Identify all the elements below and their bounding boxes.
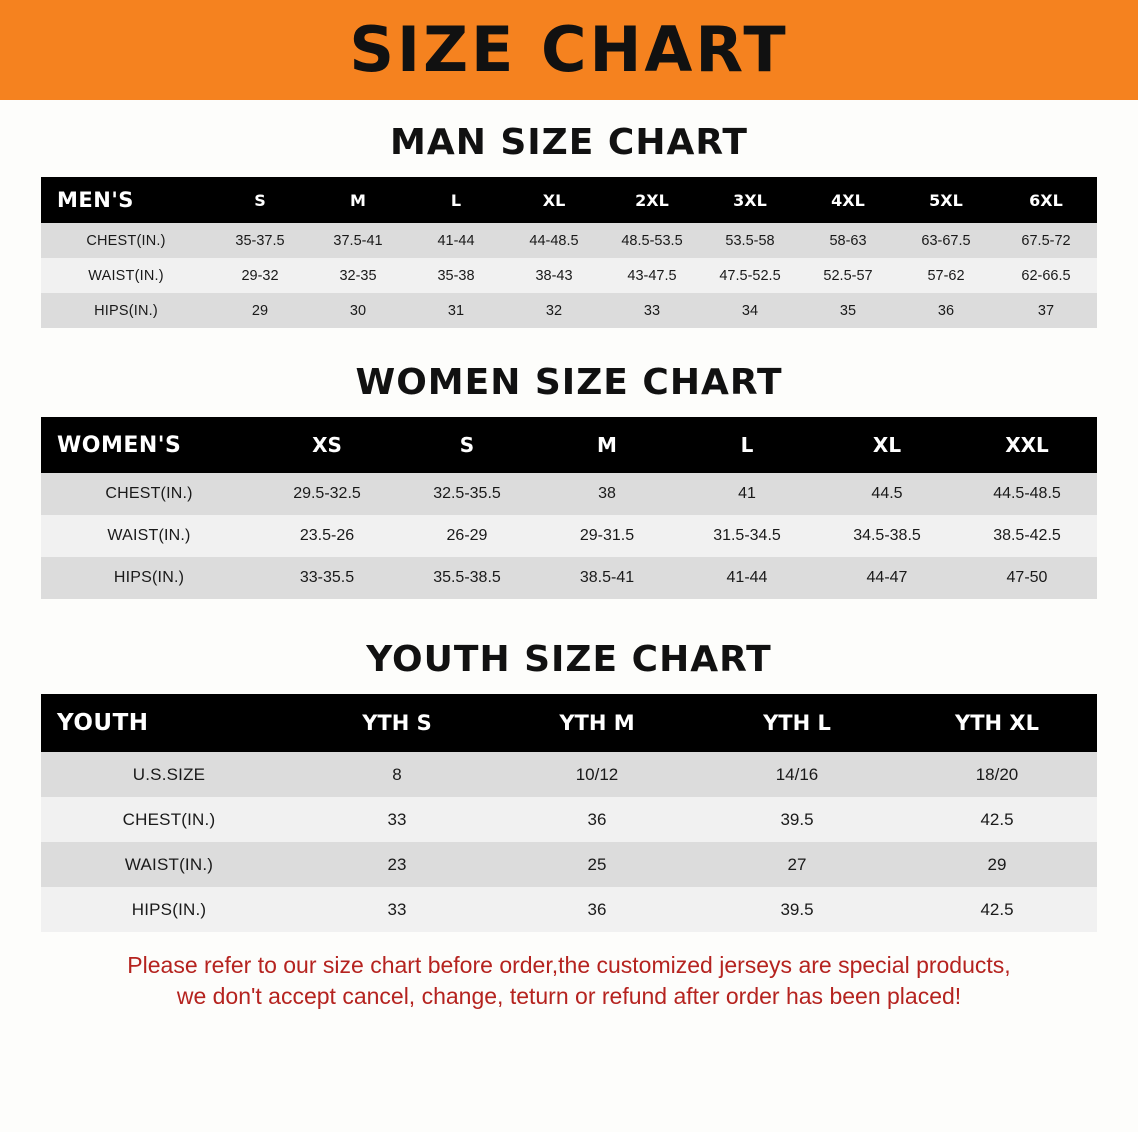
men-header-cell: XL — [542, 190, 566, 210]
table-row — [41, 473, 1097, 515]
youth-table-header-row — [41, 694, 1097, 752]
women-data-cell: 47-50 — [1006, 569, 1048, 586]
men-header-cell: 3XL — [733, 190, 767, 210]
women-row-label: CHEST(IN.) — [105, 485, 193, 502]
women-table-header-row — [41, 417, 1097, 473]
men-data-cell: 34 — [741, 302, 759, 319]
youth-data-cell: 33 — [387, 899, 407, 919]
table-row — [41, 557, 1097, 599]
men-header-cell: 6XL — [1029, 190, 1063, 210]
men-data-cell: 63-67.5 — [921, 232, 971, 249]
men-data-cell: 43-47.5 — [627, 267, 677, 284]
men-data-cell: 32-35 — [339, 267, 377, 284]
women-data-cell: 41-44 — [726, 569, 768, 586]
youth-row-label: U.S.SIZE — [132, 764, 206, 784]
table-row — [41, 752, 1097, 797]
table-row — [41, 797, 1097, 842]
women-data-cell: 38.5-42.5 — [993, 527, 1061, 544]
men-header-cell: S — [254, 190, 266, 210]
youth-data-cell: 36 — [587, 809, 607, 829]
women-header-cell: WOMEN'S — [57, 432, 182, 458]
women-data-cell: 38.5-41 — [579, 569, 635, 586]
youth-data-cell: 23 — [387, 854, 407, 874]
men-data-cell: 36 — [937, 302, 955, 319]
men-row-label: WAIST(IN.) — [88, 267, 164, 284]
men-table-header-row — [41, 177, 1097, 223]
men-header-cell: MEN'S — [57, 188, 134, 212]
men-data-cell: 29-32 — [241, 267, 279, 284]
women-size-table-wrapper — [41, 417, 1097, 599]
men-data-cell: 41-44 — [437, 232, 475, 249]
man-size-table — [41, 177, 1097, 328]
youth-size-table — [41, 694, 1097, 932]
youth-header-cell: YOUTH — [57, 710, 149, 736]
youth-row-label: CHEST(IN.) — [122, 809, 216, 829]
men-data-cell: 30 — [349, 302, 367, 319]
youth-size-table-wrapper — [41, 694, 1097, 932]
women-header-cell: L — [740, 433, 754, 457]
women-section-title: WOMEN SIZE CHART — [355, 362, 783, 403]
women-data-cell: 29.5-32.5 — [293, 485, 361, 502]
youth-data-cell: 42.5 — [980, 899, 1014, 919]
youth-data-cell: 8 — [392, 764, 402, 784]
men-data-cell: 37.5-41 — [333, 232, 383, 249]
men-data-cell: 48.5-53.5 — [621, 232, 683, 249]
women-row-label: HIPS(IN.) — [113, 569, 185, 586]
men-header-cell: M — [350, 190, 366, 210]
women-size-table — [41, 417, 1097, 599]
women-header-cell: XXL — [1005, 433, 1049, 457]
table-row — [41, 842, 1097, 887]
men-data-cell: 29 — [251, 302, 269, 319]
youth-data-cell: 36 — [587, 899, 607, 919]
men-row-label: HIPS(IN.) — [94, 302, 158, 319]
table-row — [41, 515, 1097, 557]
youth-data-cell: 39.5 — [780, 899, 814, 919]
man-section-title: MAN SIZE CHART — [390, 122, 748, 163]
table-row — [41, 258, 1097, 293]
men-header-cell: 2XL — [635, 190, 669, 210]
table-row — [41, 223, 1097, 258]
women-data-cell: 23.5-26 — [299, 527, 355, 544]
men-header-cell: 4XL — [831, 190, 865, 210]
table-row — [41, 293, 1097, 328]
women-data-cell: 33-35.5 — [299, 569, 355, 586]
men-header-cell: 5XL — [929, 190, 963, 210]
men-data-cell: 67.5-72 — [1021, 232, 1071, 249]
youth-data-cell: 27 — [787, 854, 807, 874]
men-data-cell: 58-63 — [829, 232, 867, 249]
women-data-cell: 32.5-35.5 — [433, 485, 501, 502]
men-data-cell: 47.5-52.5 — [719, 267, 781, 284]
disclaimer-note — [40, 950, 1098, 1012]
youth-data-cell: 25 — [587, 854, 607, 874]
women-data-cell: 44.5-48.5 — [993, 485, 1061, 502]
youth-data-cell: 10/12 — [575, 764, 619, 784]
youth-row-label: HIPS(IN.) — [131, 899, 207, 919]
men-data-cell: 53.5-58 — [725, 232, 775, 249]
women-data-cell: 44-47 — [866, 569, 908, 586]
disclaimer-line-2: we don't accept cancel, change, teturn or refund after order has been placed! — [176, 983, 962, 1010]
table-row — [41, 887, 1097, 932]
youth-header-cell: YTH S — [362, 711, 432, 735]
women-header-cell: S — [459, 433, 475, 457]
youth-data-cell: 29 — [987, 854, 1007, 874]
men-row-label: CHEST(IN.) — [86, 232, 166, 249]
women-header-cell: XL — [872, 433, 902, 457]
women-header-cell: M — [597, 433, 617, 457]
youth-header-cell: YTH L — [763, 711, 831, 735]
men-data-cell: 35-37.5 — [235, 232, 285, 249]
women-data-cell: 26-29 — [446, 527, 488, 544]
disclaimer-line-1: Please refer to our size chart before order,the customized jerseys are special products, — [127, 952, 1011, 978]
youth-data-cell: 33 — [387, 809, 407, 829]
men-data-cell: 57-62 — [927, 267, 965, 284]
women-data-cell: 44.5 — [871, 485, 903, 502]
men-data-cell: 62-66.5 — [1021, 267, 1071, 284]
men-data-cell: 44-48.5 — [529, 232, 579, 249]
youth-data-cell: 18/20 — [975, 764, 1019, 784]
men-data-cell: 38-43 — [535, 267, 573, 284]
youth-data-cell: 42.5 — [980, 809, 1014, 829]
women-data-cell: 41 — [738, 485, 756, 502]
man-size-table-wrapper — [41, 177, 1097, 328]
header-banner — [0, 0, 1138, 100]
youth-header-cell: YTH M — [559, 711, 635, 735]
women-header-cell: XS — [312, 433, 342, 457]
women-data-cell: 34.5-38.5 — [853, 527, 921, 544]
women-row-label: WAIST(IN.) — [107, 527, 191, 544]
men-data-cell: 35 — [839, 302, 857, 319]
men-data-cell: 37 — [1037, 302, 1055, 319]
youth-data-cell: 14/16 — [775, 764, 819, 784]
men-data-cell: 52.5-57 — [823, 267, 873, 284]
men-data-cell: 33 — [643, 302, 661, 319]
page-title: SIZE CHART — [349, 13, 789, 86]
men-data-cell: 32 — [545, 302, 563, 319]
men-data-cell: 35-38 — [437, 267, 475, 284]
youth-header-cell: YTH XL — [955, 711, 1039, 735]
youth-section-title: YOUTH SIZE CHART — [366, 639, 772, 680]
women-data-cell: 29-31.5 — [579, 527, 635, 544]
women-data-cell: 38 — [598, 485, 616, 502]
youth-row-label: WAIST(IN.) — [124, 854, 214, 874]
women-data-cell: 35.5-38.5 — [433, 569, 501, 586]
men-data-cell: 31 — [447, 302, 465, 319]
men-header-cell: L — [450, 190, 462, 210]
youth-data-cell: 39.5 — [780, 809, 814, 829]
women-data-cell: 31.5-34.5 — [713, 527, 781, 544]
